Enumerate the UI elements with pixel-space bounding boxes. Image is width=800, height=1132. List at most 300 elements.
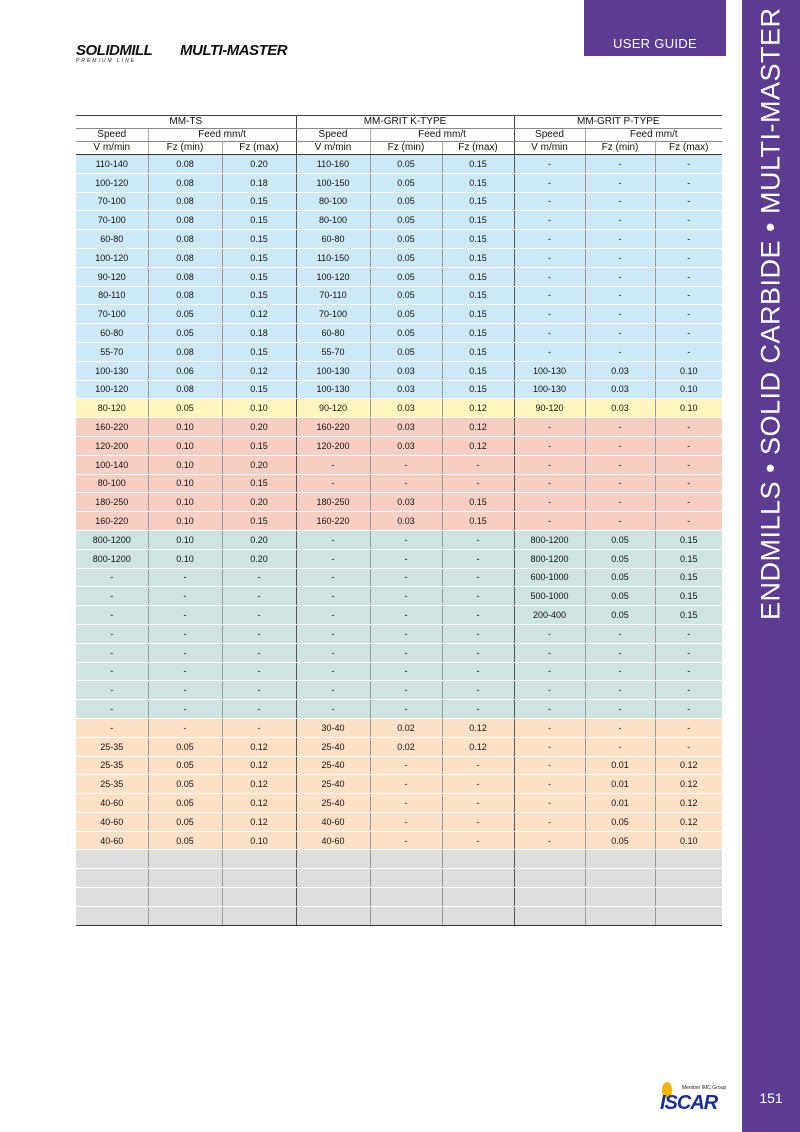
table-cell (148, 888, 222, 907)
table-cell: 0.10 (148, 530, 222, 549)
table-cell: 0.15 (222, 192, 296, 211)
table-cell: - (585, 418, 655, 437)
table-cell: 0.05 (148, 399, 222, 418)
table-cell: - (585, 436, 655, 455)
table-cell: 0.12 (222, 305, 296, 324)
table-cell: 0.10 (148, 418, 222, 437)
table-cell: - (222, 662, 296, 681)
table-cell: 0.03 (370, 512, 442, 531)
table-cell: 0.15 (222, 380, 296, 399)
table-cell: 40-60 (296, 812, 370, 831)
table-cell: - (442, 756, 514, 775)
table-cell: 0.03 (370, 380, 442, 399)
multimaster-logo (180, 42, 287, 59)
table-cell: - (442, 606, 514, 625)
table-cell: 0.15 (655, 606, 722, 625)
table-cell: - (222, 606, 296, 625)
table-cell: - (585, 248, 655, 267)
table-cell: 0.10 (148, 436, 222, 455)
table-cell: - (514, 831, 585, 850)
table-cell: 100-130 (296, 380, 370, 399)
table-cell: - (585, 342, 655, 361)
table-cell: 0.15 (442, 267, 514, 286)
column-header: V m/min (296, 142, 370, 155)
table-cell (655, 888, 722, 907)
table-cell: 0.15 (442, 248, 514, 267)
table-cell: - (655, 286, 722, 305)
table-cell: - (585, 643, 655, 662)
table-cell: - (655, 173, 722, 192)
table-cell: 0.15 (442, 286, 514, 305)
table-cell: 800-1200 (76, 549, 148, 568)
table-cell: 0.05 (148, 812, 222, 831)
table-cell: 0.15 (222, 248, 296, 267)
solidmill-logo-subtitle: PREMIUM LINE (76, 58, 137, 64)
table-cell: 0.05 (148, 756, 222, 775)
table-cell: 500-1000 (514, 587, 585, 606)
solidmill-logo-text: SOLIDMILL (76, 42, 153, 59)
table-cell: 160-220 (76, 418, 148, 437)
table-cell: 0.15 (222, 474, 296, 493)
table-body (76, 155, 722, 926)
table-row (76, 455, 722, 474)
table-cell: - (296, 662, 370, 681)
table-cell: 40-60 (296, 831, 370, 850)
table-cell: - (585, 211, 655, 230)
table-cell: - (514, 418, 585, 437)
table-cell: 0.20 (222, 530, 296, 549)
table-cell (76, 888, 148, 907)
table-cell (148, 906, 222, 925)
table-cell: 0.06 (148, 361, 222, 380)
table-cell: - (514, 248, 585, 267)
table-cell: 100-130 (76, 361, 148, 380)
table-cell (370, 906, 442, 925)
table-cell (296, 850, 370, 869)
table-row (76, 267, 722, 286)
table-cell: - (148, 718, 222, 737)
table-cell (514, 850, 585, 869)
table-cell: 200-400 (514, 606, 585, 625)
table-cell: 0.05 (370, 173, 442, 192)
table-cell: - (370, 681, 442, 700)
speed-header: Speed (296, 129, 370, 142)
table-cell: - (296, 643, 370, 662)
table-cell: 160-220 (76, 512, 148, 531)
table-cell: 0.15 (655, 549, 722, 568)
table-cell: 0.05 (148, 775, 222, 794)
table-cell: 80-100 (76, 474, 148, 493)
table-cell: 0.05 (585, 587, 655, 606)
table-cell: 0.15 (222, 286, 296, 305)
table-cell: - (585, 192, 655, 211)
table-row (76, 662, 722, 681)
table-row (76, 850, 722, 869)
table-cell: 60-80 (76, 230, 148, 249)
table-cell: - (585, 493, 655, 512)
table-cell: - (296, 606, 370, 625)
feed-header: Feed mm/t (585, 129, 722, 142)
table-cell: 0.05 (370, 211, 442, 230)
table-cell: - (585, 305, 655, 324)
user-guide-label: USER GUIDE (613, 36, 697, 51)
table-cell: - (296, 530, 370, 549)
table-cell: - (585, 455, 655, 474)
table-cell: 0.05 (370, 324, 442, 343)
table-cell: 120-200 (296, 436, 370, 455)
table-cell: 0.05 (148, 324, 222, 343)
table-cell: 55-70 (296, 342, 370, 361)
table-cell: - (370, 455, 442, 474)
table-row (76, 248, 722, 267)
table-cell: 0.05 (370, 192, 442, 211)
table-cell: - (585, 155, 655, 174)
table-cell: - (76, 718, 148, 737)
table-cell: 0.05 (585, 831, 655, 850)
table-cell: - (76, 587, 148, 606)
table-cell: 0.05 (370, 267, 442, 286)
table-row (76, 794, 722, 813)
table-cell: - (222, 624, 296, 643)
table-cell: 110-160 (296, 155, 370, 174)
table-row (76, 380, 722, 399)
table-cell: - (655, 155, 722, 174)
table-row (76, 906, 722, 925)
table-row (76, 775, 722, 794)
table-cell (514, 888, 585, 907)
table-cell: 0.08 (148, 211, 222, 230)
table-row (76, 305, 722, 324)
table-cell: - (655, 643, 722, 662)
table-cell: 0.05 (148, 305, 222, 324)
page-number: 151 (759, 1090, 783, 1106)
table-cell: - (148, 587, 222, 606)
table-cell: 120-200 (76, 436, 148, 455)
table-cell: - (514, 267, 585, 286)
table-cell: 70-100 (76, 211, 148, 230)
table-row (76, 342, 722, 361)
table-cell: 90-120 (296, 399, 370, 418)
table-cell: - (514, 512, 585, 531)
table-cell: 90-120 (76, 267, 148, 286)
group-header-k-type: MM-GRIT K-TYPE (296, 116, 514, 129)
table-cell: 0.10 (655, 399, 722, 418)
table-cell: 0.02 (370, 737, 442, 756)
table-cell: - (370, 812, 442, 831)
table-cell: - (296, 624, 370, 643)
table-cell: 0.15 (442, 361, 514, 380)
table-cell: - (585, 324, 655, 343)
table-cell: - (222, 587, 296, 606)
table-cell: 25-40 (296, 775, 370, 794)
table-cell: - (514, 474, 585, 493)
table-cell: - (370, 606, 442, 625)
table-cell: - (148, 624, 222, 643)
table-cell: - (655, 700, 722, 719)
table-cell: - (442, 587, 514, 606)
table-cell: - (514, 342, 585, 361)
table-cell: 0.20 (222, 493, 296, 512)
table-cell: 0.12 (222, 756, 296, 775)
table-cell: - (296, 700, 370, 719)
table-cell: - (370, 530, 442, 549)
column-header: Fz (max) (442, 142, 514, 155)
table-cell: 0.15 (222, 211, 296, 230)
table-row (76, 155, 722, 174)
table-cell: 0.18 (222, 173, 296, 192)
table-cell: - (514, 436, 585, 455)
table-cell: - (442, 662, 514, 681)
table-cell: - (585, 737, 655, 756)
column-header: V m/min (76, 142, 148, 155)
table-cell: - (585, 624, 655, 643)
table-cell: - (370, 587, 442, 606)
feed-header: Feed mm/t (370, 129, 514, 142)
table-cell: - (76, 681, 148, 700)
table-cell: - (585, 230, 655, 249)
group-header-mm-ts: MM-TS (76, 116, 296, 129)
table-cell: - (585, 267, 655, 286)
table-cell: - (655, 512, 722, 531)
table-cell (585, 888, 655, 907)
table-cell: - (76, 662, 148, 681)
table-cell (370, 850, 442, 869)
table-cell: - (514, 718, 585, 737)
table-cell: 60-80 (296, 324, 370, 343)
table-cell: - (76, 700, 148, 719)
table-cell: 0.12 (222, 737, 296, 756)
table-cell: 0.15 (442, 211, 514, 230)
table-cell (655, 906, 722, 925)
group-header-p-type: MM-GRIT P-TYPE (514, 116, 722, 129)
table-cell: 0.15 (442, 230, 514, 249)
table-cell: 0.08 (148, 192, 222, 211)
table-cell: - (76, 606, 148, 625)
table-cell: - (514, 624, 585, 643)
table-cell: 0.08 (148, 267, 222, 286)
table-cell: 0.12 (222, 812, 296, 831)
table-cell (442, 888, 514, 907)
table-cell: 0.02 (370, 718, 442, 737)
table-cell: - (442, 700, 514, 719)
table-cell (222, 850, 296, 869)
table-cell: - (655, 342, 722, 361)
table-cell: 0.05 (370, 230, 442, 249)
table-cell: 0.15 (655, 568, 722, 587)
table-cell: 0.03 (370, 493, 442, 512)
table-cell: - (655, 418, 722, 437)
table-cell: - (514, 643, 585, 662)
table-cell: 40-60 (76, 831, 148, 850)
table-cell: - (514, 230, 585, 249)
table-cell: 0.15 (442, 342, 514, 361)
table-cell: - (655, 192, 722, 211)
table-cell: 0.20 (222, 418, 296, 437)
table-cell (655, 869, 722, 888)
table-cell: - (585, 681, 655, 700)
table-cell: 0.01 (585, 794, 655, 813)
table-cell: 0.15 (442, 173, 514, 192)
table-cell: - (148, 700, 222, 719)
table-cell: 0.10 (148, 512, 222, 531)
table-row (76, 286, 722, 305)
table-cell: 0.15 (442, 192, 514, 211)
table-cell: 0.08 (148, 230, 222, 249)
table-cell: - (148, 606, 222, 625)
table-cell: 160-220 (296, 418, 370, 437)
table-cell: 0.15 (222, 342, 296, 361)
table-cell: - (655, 624, 722, 643)
table-cell: 0.15 (655, 587, 722, 606)
table-cell: 0.05 (585, 568, 655, 587)
table-cell: 0.05 (585, 812, 655, 831)
feed-header: Feed mm/t (148, 129, 296, 142)
table-cell: - (655, 324, 722, 343)
table-cell (514, 869, 585, 888)
table-cell (296, 869, 370, 888)
table-cell: 100-120 (76, 380, 148, 399)
table-row (76, 474, 722, 493)
table-cell: - (442, 549, 514, 568)
table-cell: 0.08 (148, 342, 222, 361)
table-cell: - (585, 173, 655, 192)
table-row (76, 587, 722, 606)
table-cell: 0.03 (585, 380, 655, 399)
table-cell: 0.10 (655, 361, 722, 380)
table-row (76, 493, 722, 512)
table-cell: 25-40 (296, 756, 370, 775)
table-cell: - (370, 662, 442, 681)
table-cell: - (655, 455, 722, 474)
table-cell (585, 869, 655, 888)
table-cell: 0.12 (442, 737, 514, 756)
table-cell: - (655, 305, 722, 324)
table-row (76, 606, 722, 625)
table-cell: 160-220 (296, 512, 370, 531)
table-cell: - (442, 681, 514, 700)
table-cell: - (370, 700, 442, 719)
table-cell: 800-1200 (76, 530, 148, 549)
table-cell: 100-120 (76, 248, 148, 267)
column-header: Fz (max) (222, 142, 296, 155)
table-cell (222, 906, 296, 925)
table-cell: 180-250 (76, 493, 148, 512)
table-cell: - (148, 681, 222, 700)
table-cell: 0.05 (370, 305, 442, 324)
table-cell (442, 906, 514, 925)
table-cell: - (222, 718, 296, 737)
table-cell: 0.15 (442, 324, 514, 343)
side-title: ENDMILLS • SOLID CARBIDE • MULTI-MASTER (755, 7, 786, 620)
table-cell: - (148, 643, 222, 662)
table-cell (296, 906, 370, 925)
table-cell: - (296, 474, 370, 493)
table-cell: - (370, 624, 442, 643)
table-row (76, 436, 722, 455)
table-cell: - (370, 794, 442, 813)
table-row (76, 718, 722, 737)
table-cell (148, 850, 222, 869)
subheader-row (76, 129, 722, 142)
table-cell: - (514, 700, 585, 719)
table-cell (514, 906, 585, 925)
table-cell: 0.15 (442, 305, 514, 324)
table-cell: 0.10 (222, 831, 296, 850)
table-cell: 0.03 (370, 361, 442, 380)
table-cell: 0.12 (442, 418, 514, 437)
table-cell: - (442, 474, 514, 493)
table-row (76, 737, 722, 756)
table-cell: - (655, 267, 722, 286)
table-cell: 0.05 (370, 342, 442, 361)
table-cell: - (585, 286, 655, 305)
table-cell: 0.12 (222, 794, 296, 813)
table-cell: 800-1200 (514, 530, 585, 549)
table-cell: 100-120 (76, 173, 148, 192)
table-cell: - (296, 681, 370, 700)
table-cell: 0.10 (655, 380, 722, 399)
table-cell: 100-120 (296, 267, 370, 286)
table-cell: 0.05 (148, 737, 222, 756)
table-cell: - (585, 512, 655, 531)
table-cell: 0.05 (148, 831, 222, 850)
table-cell: - (514, 305, 585, 324)
table-cell: 0.12 (222, 361, 296, 380)
table-cell: 0.12 (442, 718, 514, 737)
table-cell (442, 869, 514, 888)
table-row (76, 324, 722, 343)
table-cell: - (514, 286, 585, 305)
table-cell: 70-100 (296, 305, 370, 324)
table-cell: 0.10 (148, 474, 222, 493)
user-guide-tab (584, 0, 726, 56)
table-cell: - (655, 493, 722, 512)
table-row (76, 643, 722, 662)
table-cell: - (655, 436, 722, 455)
solidmill-logo (76, 42, 152, 59)
table-cell: 0.10 (222, 399, 296, 418)
table-row (76, 399, 722, 418)
table-cell: - (76, 643, 148, 662)
table-cell (370, 888, 442, 907)
table-cell: 0.01 (585, 756, 655, 775)
table-cell: - (655, 211, 722, 230)
table-cell: - (514, 211, 585, 230)
table-cell: 0.05 (370, 248, 442, 267)
table-cell: - (514, 756, 585, 775)
group-header-row (76, 116, 722, 129)
table-cell: - (655, 681, 722, 700)
table-cell (76, 869, 148, 888)
table-cell: - (148, 662, 222, 681)
column-header: Fz (min) (148, 142, 222, 155)
table-cell: 0.05 (585, 530, 655, 549)
table-cell: 100-150 (296, 173, 370, 192)
table-cell (148, 869, 222, 888)
table-cell: 0.15 (442, 155, 514, 174)
table-row (76, 624, 722, 643)
table-cell: - (370, 568, 442, 587)
speed-header: Speed (76, 129, 148, 142)
table-cell: 0.20 (222, 549, 296, 568)
table-cell: 70-100 (76, 305, 148, 324)
table-cell: - (222, 568, 296, 587)
table-cell: - (585, 718, 655, 737)
table-cell: 180-250 (296, 493, 370, 512)
table-cell: - (585, 474, 655, 493)
table-row (76, 812, 722, 831)
table-cell: - (442, 775, 514, 794)
